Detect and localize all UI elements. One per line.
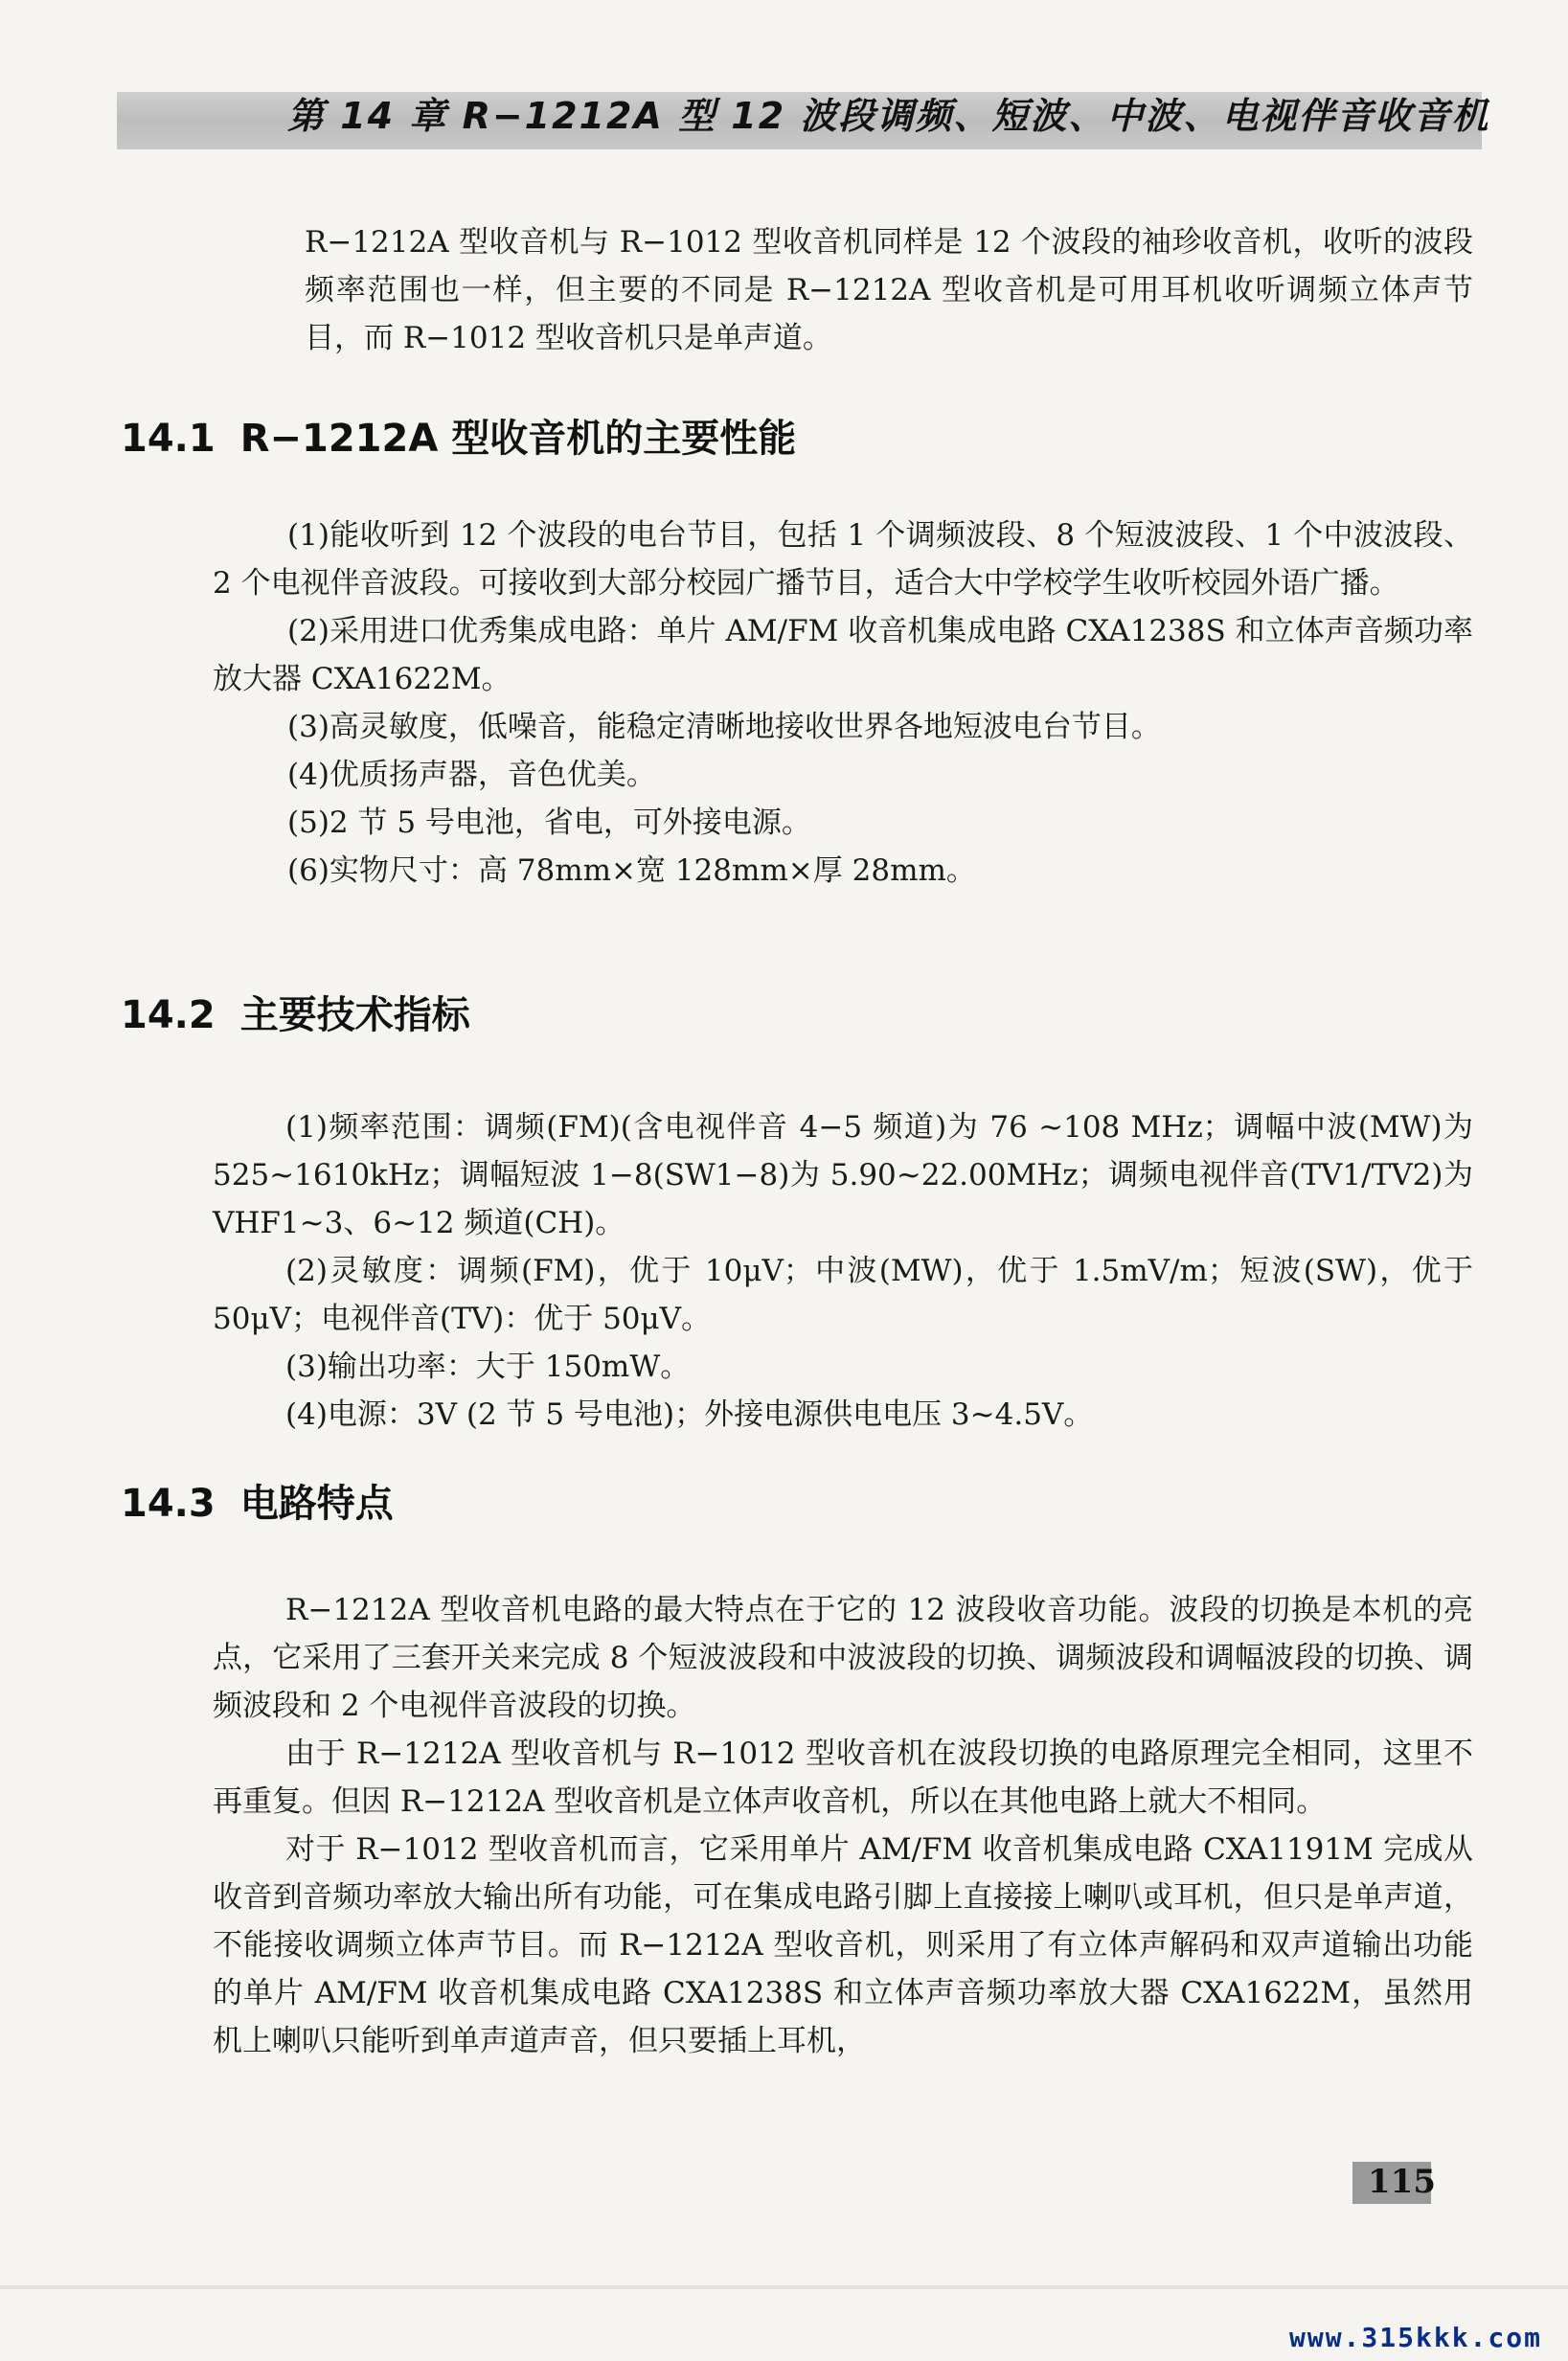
- list-item: (3)高灵敏度，低噪音，能稳定清晰地接收世界各地短波电台节目。: [287, 710, 1161, 744]
- page-bottom-edge: [0, 2285, 1568, 2289]
- site-watermark: www.315kkk.com: [1288, 2322, 1542, 2353]
- list-item: (5)2 节 5 号电池，省电，可外接电源。: [287, 806, 811, 840]
- section-heading-14-3: [121, 1475, 394, 1532]
- section-heading-14-2: [121, 987, 470, 1044]
- body-paragraph: 对于 R−1012 型收音机而言，它采用单片 AM/FM 收音机集成电路 CXA1191M 完成从收音到音频功率放大输出所有功能，可在集成电路引脚上直接接上喇叭或耳机，但只是单声道，不能接收调频立体声节目。而 R−1212A 型收音机，则采用了有立体声解码和双声道输出功能的单片 AM/FM 收音机集成电路 CXA1238S 和立体声音频功率放大器 CXA1622M，虽然用机上喇叭只能听到单声道声音，但只要插上耳机，: [213, 1832, 1473, 2058]
- section-number: 14.2: [121, 993, 216, 1037]
- chapter-running-header: 第 14 章 R−1212A 型 12 波段调频、短波、中波、电视伴音收音机: [287, 95, 1490, 137]
- body-paragraph: 由于 R−1212A 型收音机与 R−1012 型收音机在波段切换的电路原理完全相同，这里不再重复。但因 R−1212A 型收音机是立体声收音机，所以在其他电路上就大不相同。: [213, 1737, 1473, 1819]
- list-item: (4)电源：3V (2 节 5 号电池)；外接电源供电电压 3~4.5V。: [285, 1397, 1094, 1432]
- body-paragraph: R−1212A 型收音机电路的最大特点在于它的 12 波段收音功能。波段的切换是本机的亮点，它采用了三套开关来完成 8 个短波波段和中波波段的切换、调频波段和调幅波段的切换、调频波段和 2 个电视伴音波段的切换。: [213, 1593, 1473, 1723]
- section-number: 14.1: [121, 417, 216, 461]
- section-title: 电路特点: [239, 1482, 394, 1526]
- list-item: (2)采用进口优秀集成电路：单片 AM/FM 收音机集成电路 CXA1238S 和立体声音频功率放大器 CXA1622M。: [213, 614, 1473, 696]
- page-number: 115: [1368, 2163, 1436, 2201]
- performance-list: [213, 511, 1473, 895]
- section-number: 14.3: [121, 1482, 216, 1526]
- section-title: 主要技术指标: [239, 993, 470, 1037]
- section-heading-14-1: [121, 410, 796, 467]
- list-item: (1)频率范围：调频(FM)(含电视伴音 4−5 频道)为 76 ~108 MHz；调幅中波(MW)为 525~1610kHz；调幅短波 1−8(SW1−8)为 5.90~22.00MHz；调频电视伴音(TV1/TV2)为 VHF1~3、6~12 频道(CH)。: [213, 1110, 1473, 1240]
- list-item: (1)能收听到 12 个波段的电台节目，包括 1 个调频波段、8 个短波波段、1 个中波波段、2 个电视伴音波段。可接收到大部分校园广播节目，适合大中学校学生收听校园外语广播。: [213, 518, 1473, 601]
- specification-list: [213, 1103, 1473, 1439]
- list-item: (2)灵敏度：调频(FM)，优于 10μV；中波(MW)，优于 1.5mV/m；短波(SW)，优于 50μV；电视伴音(TV)：优于 50μV。: [213, 1254, 1473, 1336]
- section-title: R−1212A 型收音机的主要性能: [239, 417, 797, 461]
- intro-paragraph: R−1212A 型收音机与 R−1012 型收音机同样是 12 个波段的袖珍收音机，收听的波段频率范围也一样，但主要的不同是 R−1212A 型收音机是可用耳机收听调频立体声节目，而 R−1012 型收音机只是单声道。: [305, 225, 1473, 355]
- list-item: (4)优质扬声器，音色优美。: [287, 758, 656, 792]
- circuit-features-text: [213, 1586, 1473, 2065]
- list-item: (6)实物尺寸：高 78mm×宽 128mm×厚 28mm。: [287, 853, 976, 888]
- list-item: (3)输出功率：大于 150mW。: [285, 1350, 691, 1384]
